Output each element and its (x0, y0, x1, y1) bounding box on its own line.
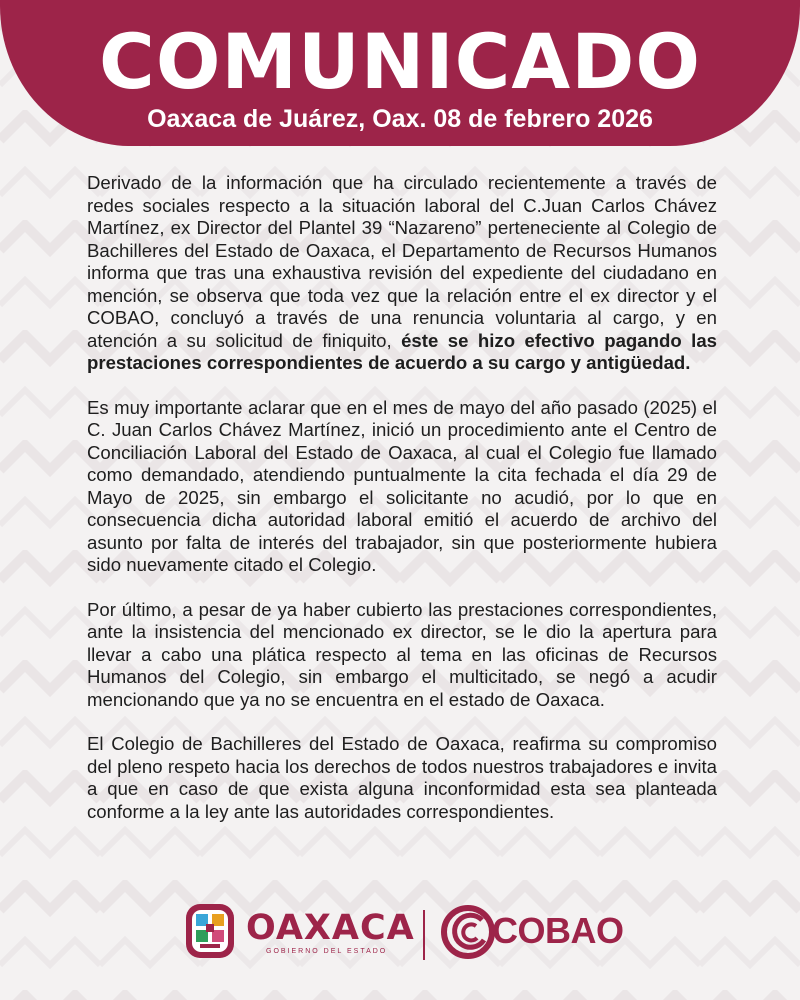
paragraph-1 (87, 172, 717, 375)
logo-divider (423, 910, 425, 960)
footer-logos (180, 900, 640, 970)
page-title: COMUNICADO (99, 17, 701, 106)
statement-body (87, 172, 717, 845)
oaxaca-emblem-icon (180, 900, 240, 962)
paragraph-3: Por último, a pesar de ya haber cubierto las prestaciones correspondientes, ante la insistencia del mencionado ex director, se le dio la apertura para llevar a cabo una plática respecto al tema en las oficinas de Recursos Humanos del Colegio, sin embargo el multicitado, se negó a acudir mencionando que ya no se encuentra en el estado de Oaxaca. (87, 598, 717, 710)
cobao-logo-text: COBAO (492, 910, 624, 951)
paragraph-1-bold: éste se hizo efectivo pagando las prestaciones correspondientes de acuerdo a su cargo y antigüedad. (87, 329, 718, 373)
dateline: Oaxaca de Juárez, Oax. 08 de febrero 2026 (147, 105, 653, 133)
cobao-swirl-icon (438, 900, 498, 962)
paragraph-4: El Colegio de Bachilleres del Estado de Oaxaca, reafirma su compromiso del pleno respeto hacia los derechos de todos nuestros trabajadores e invita a que en caso de que exista alguna inconformidad esta sea planteada conforme a la ley ante las autoridades correspondientes. (87, 733, 717, 822)
header-banner (0, 0, 800, 146)
oaxaca-logo-text: OAXACA (246, 908, 415, 948)
paragraph-1-text: Derivado de la información que ha circulado recientemente a través de redes sociales respecto a la situación laboral del C.Juan Carlos Chávez Martínez, ex Director del Plantel 39 “Nazareno” perteneciente al Colegio de Bachilleres del Estado de Oaxaca, el Departamento de Recursos Humanos informa que tras una exhaustiva revisión del expediente del ciudadano en mención, se observa que toda vez que la relación entre el ex director y el COBAO, concluyó a través de una renuncia voluntaria al cargo, y en atención a su solicitud de finiquito, (87, 172, 717, 351)
paragraph-2: Es muy importante aclarar que en el mes de mayo del año pasado (2025) el C. Juan Carlos Chávez Martínez, inició un procedimiento ante el Centro de Conciliación Laboral del Estado de Oaxaca, al cual el Colegio fue llamado como demandado, atendiendo puntualmente la cita fechada el día 29 de Mayo de 2025, sin embargo el solicitante no acudió, por lo que en consecuencia dicha autoridad laboral emitió el acuerdo de archivo del asunto por falta de interés del trabajador, sin que posteriormente hubiera sido nuevamente citado el Colegio. (87, 396, 717, 575)
oaxaca-logo-subtext: GOBIERNO DEL ESTADO (266, 948, 388, 955)
